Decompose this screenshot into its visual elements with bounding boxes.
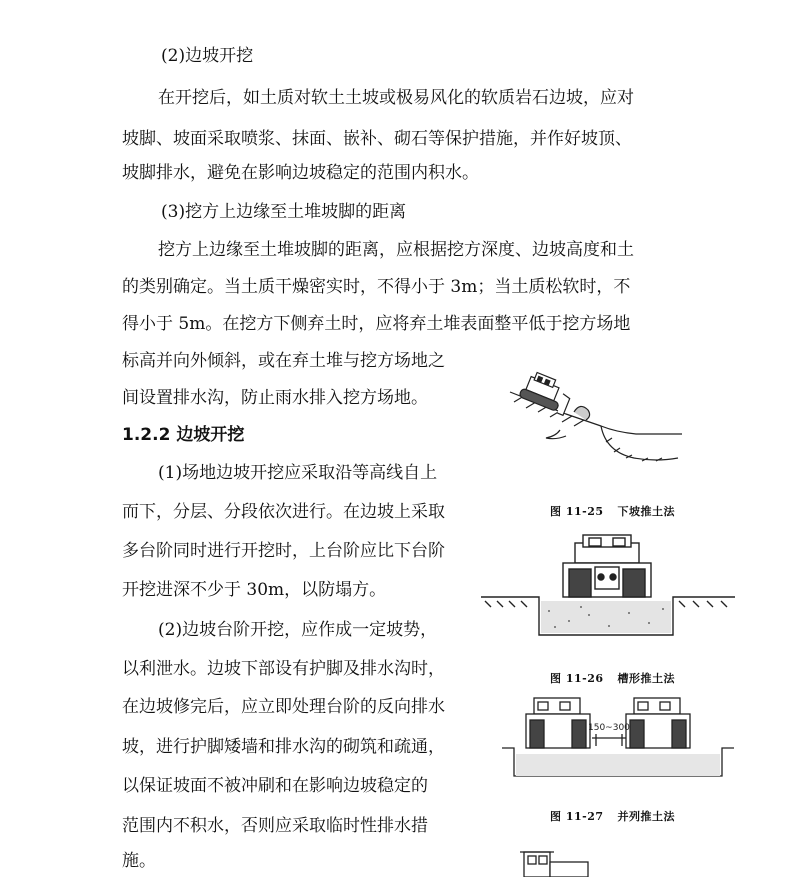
paragraph-line: 坡，进行护脚矮墙和排水沟的砌筑和疏通， (122, 737, 445, 757)
paragraph-line: 以利泄水。边坡下部设有护脚及排水沟时， (122, 659, 445, 679)
figure-number: 图 11-25 (550, 505, 604, 518)
paragraph-line: 的类别确定。当土质干燥密实时，不得小于 3m；当土质松软时，不 (122, 277, 631, 297)
figure-number: 图 11-27 (550, 810, 604, 823)
paragraph-line: (1)场地边坡开挖应采取沿等高线自上 (158, 463, 438, 483)
figure-caption (550, 808, 675, 824)
figure-partial-bulldozer (520, 848, 620, 877)
paragraph-line: 以保证坡面不被冲刷和在影响边坡稳定的 (122, 776, 428, 796)
paragraph-line: 施。 (122, 851, 156, 871)
figure-title: 并列推土法 (617, 810, 676, 823)
paragraph-line: 开挖进深不少于 30m，以防塌方。 (122, 580, 387, 600)
paragraph-line: 得小于 5m。在挖方下侧弃土时，应将弃土堆表面整平低于挖方场地 (122, 314, 631, 334)
figure-parallel-bulldozing (500, 694, 736, 782)
paragraph-line: 间设置排水沟，防止雨水排入挖方场地。 (122, 388, 428, 408)
figure-number: 图 11-26 (550, 672, 604, 685)
paragraph-line: 标高并向外倾斜，或在弃土堆与挖方场地之 (122, 351, 445, 371)
paragraph-line: 在边坡修完后，应立即处理台阶的反向排水 (122, 697, 445, 717)
figure-title: 槽形推土法 (617, 672, 676, 685)
paragraph-line: 而下，分层、分段依次进行。在边坡上采取 (122, 502, 445, 522)
dimension-label: 150~300 (588, 723, 630, 733)
paragraph-line: 在开挖后，如土质对软土土坡或极易风化的软质岩石边坡，应对 (158, 88, 634, 108)
paragraph-line: 坡脚排水，避免在影响边坡稳定的范围内积水。 (122, 163, 479, 183)
figure-trench-bulldozing (479, 531, 737, 641)
subheading-slope-excavation: (2)边坡开挖 (161, 46, 254, 66)
paragraph-line: 挖方上边缘至土堆坡脚的距离，应根据挖方深度、边坡高度和土 (158, 240, 634, 260)
figure-downhill-bulldozing (506, 362, 682, 470)
paragraph-line: 坡脚、坡面采取喷浆、抹面、嵌补、砌石等保护措施，并作好坡顶、 (122, 129, 632, 149)
section-heading-1-2-2: 1.2.2 边坡开挖 (122, 425, 245, 445)
paragraph-line: 范围内不积水，否则应采取临时性排水措 (122, 816, 428, 836)
subheading-distance: (3)挖方上边缘至土堆坡脚的距离 (161, 202, 407, 222)
figure-title: 下坡推土法 (617, 505, 676, 518)
paragraph-line: 多台阶同时进行开挖时，上台阶应比下台阶 (122, 541, 445, 561)
figure-caption (550, 503, 675, 519)
figure-caption (550, 670, 675, 686)
paragraph-line: (2)边坡台阶开挖，应作成一定坡势， (158, 620, 438, 640)
